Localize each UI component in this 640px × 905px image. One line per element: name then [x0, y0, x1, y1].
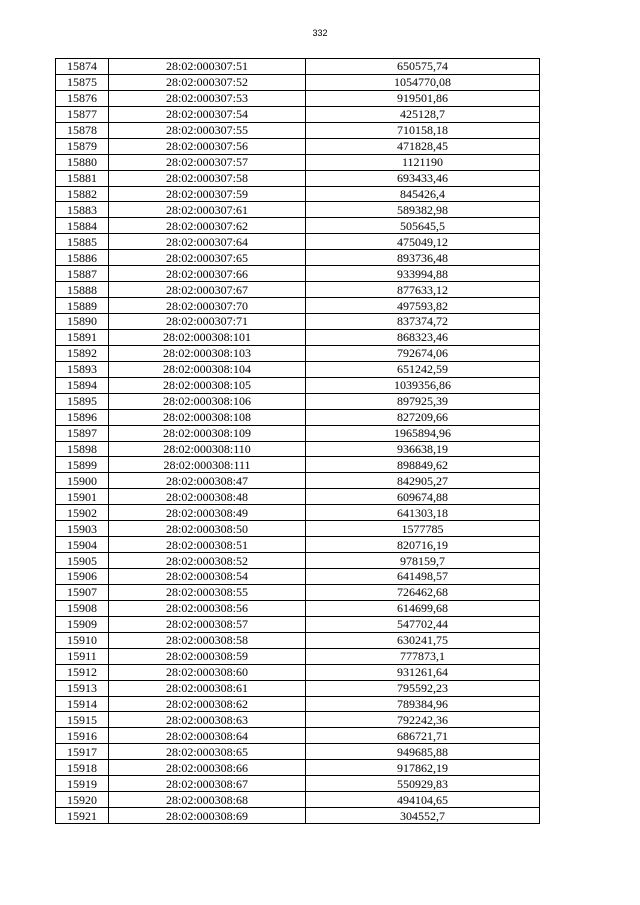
row-number-cell: 15881 — [56, 170, 109, 186]
cadastral-value-cell: 547702,44 — [306, 616, 540, 632]
row-number-cell: 15914 — [56, 696, 109, 712]
cadastral-value-cell: 933994,88 — [306, 266, 540, 282]
row-number-cell: 15882 — [56, 186, 109, 202]
cadastral-value-cell: 505645,5 — [306, 218, 540, 234]
row-number-cell: 15911 — [56, 648, 109, 664]
cadastral-value-cell: 845426,4 — [306, 186, 540, 202]
table-row — [56, 377, 540, 393]
cadastral-number-cell: 28:02:000308:68 — [109, 792, 306, 808]
row-number-cell: 15919 — [56, 776, 109, 792]
table-row — [56, 74, 540, 90]
cadastral-number-cell: 28:02:000307:59 — [109, 186, 306, 202]
cadastral-number-cell: 28:02:000307:56 — [109, 138, 306, 154]
row-number-cell: 15876 — [56, 90, 109, 106]
row-number-cell: 15874 — [56, 59, 109, 75]
cadastral-value-cell: 792242,36 — [306, 712, 540, 728]
row-number-cell: 15908 — [56, 600, 109, 616]
row-number-cell: 15892 — [56, 345, 109, 361]
cadastral-value-cell: 726462,68 — [306, 584, 540, 600]
cadastral-number-cell: 28:02:000308:66 — [109, 760, 306, 776]
cadastral-value-cell: 1039356,86 — [306, 377, 540, 393]
cadastral-value-cell: 650575,74 — [306, 59, 540, 75]
cadastral-number-cell: 28:02:000308:69 — [109, 808, 306, 824]
table-row — [56, 90, 540, 106]
cadastral-value-cell: 693433,46 — [306, 170, 540, 186]
cadastral-number-cell: 28:02:000308:57 — [109, 616, 306, 632]
cadastral-number-cell: 28:02:000308:58 — [109, 632, 306, 648]
table-row — [56, 393, 540, 409]
row-number-cell: 15907 — [56, 584, 109, 600]
cadastral-value-cell: 550929,83 — [306, 776, 540, 792]
cadastral-value-cell: 1054770,08 — [306, 74, 540, 90]
table-row — [56, 505, 540, 521]
cadastral-number-cell: 28:02:000308:104 — [109, 361, 306, 377]
cadastral-value-cell: 868323,46 — [306, 329, 540, 345]
cadastral-number-cell: 28:02:000307:52 — [109, 74, 306, 90]
row-number-cell: 15889 — [56, 298, 109, 314]
table-row — [56, 409, 540, 425]
row-number-cell: 15895 — [56, 393, 109, 409]
row-number-cell: 15897 — [56, 425, 109, 441]
cadastral-number-cell: 28:02:000307:58 — [109, 170, 306, 186]
cadastral-number-cell: 28:02:000308:64 — [109, 728, 306, 744]
cadastral-value-cell: 842905,27 — [306, 473, 540, 489]
cadastral-value-cell: 589382,98 — [306, 202, 540, 218]
cadastral-value-cell: 789384,96 — [306, 696, 540, 712]
cadastral-number-cell: 28:02:000307:51 — [109, 59, 306, 75]
table-row — [56, 218, 540, 234]
cadastral-number-cell: 28:02:000308:61 — [109, 680, 306, 696]
cadastral-number-cell: 28:02:000308:101 — [109, 329, 306, 345]
cadastral-value-cell: 1577785 — [306, 521, 540, 537]
cadastral-value-cell: 893736,48 — [306, 250, 540, 266]
cadastral-number-cell: 28:02:000307:67 — [109, 282, 306, 298]
table-row — [56, 712, 540, 728]
cadastral-value-cell: 641498,57 — [306, 569, 540, 585]
table-row — [56, 776, 540, 792]
table-row — [56, 106, 540, 122]
cadastral-value-cell: 795592,23 — [306, 680, 540, 696]
table-row — [56, 298, 540, 314]
table-row — [56, 521, 540, 537]
cadastral-number-cell: 28:02:000307:64 — [109, 234, 306, 250]
cadastral-value-cell: 471828,45 — [306, 138, 540, 154]
row-number-cell: 15888 — [56, 282, 109, 298]
cadastral-value-cell: 949685,88 — [306, 744, 540, 760]
row-number-cell: 15912 — [56, 664, 109, 680]
cadastral-value-cell: 978159,7 — [306, 553, 540, 569]
row-number-cell: 15903 — [56, 521, 109, 537]
table-row — [56, 425, 540, 441]
cadastral-number-cell: 28:02:000308:47 — [109, 473, 306, 489]
table-row — [56, 680, 540, 696]
cadastral-value-cell: 898849,62 — [306, 457, 540, 473]
row-number-cell: 15875 — [56, 74, 109, 90]
cadastral-value-cell: 936638,19 — [306, 441, 540, 457]
table-row — [56, 138, 540, 154]
cadastral-value-cell: 641303,18 — [306, 505, 540, 521]
table-row — [56, 808, 540, 824]
table-row — [56, 441, 540, 457]
cadastral-number-cell: 28:02:000307:53 — [109, 90, 306, 106]
cadastral-number-cell: 28:02:000307:55 — [109, 122, 306, 138]
table-row — [56, 664, 540, 680]
cadastral-value-cell: 630241,75 — [306, 632, 540, 648]
table-row — [56, 616, 540, 632]
cadastral-value-cell: 820716,19 — [306, 537, 540, 553]
table-row — [56, 170, 540, 186]
table-row — [56, 186, 540, 202]
table-row — [56, 282, 540, 298]
table-row — [56, 473, 540, 489]
row-number-cell: 15900 — [56, 473, 109, 489]
table-row — [56, 696, 540, 712]
table-row — [56, 345, 540, 361]
cadastral-number-cell: 28:02:000307:62 — [109, 218, 306, 234]
cadastral-number-cell: 28:02:000308:56 — [109, 600, 306, 616]
table-row — [56, 632, 540, 648]
cadastral-number-cell: 28:02:000308:48 — [109, 489, 306, 505]
cadastral-number-cell: 28:02:000308:65 — [109, 744, 306, 760]
table-row — [56, 489, 540, 505]
cadastral-number-cell: 28:02:000307:61 — [109, 202, 306, 218]
cadastral-value-cell: 425128,7 — [306, 106, 540, 122]
cadastral-value-cell: 1121190 — [306, 154, 540, 170]
cadastral-value-cell: 917862,19 — [306, 760, 540, 776]
cadastral-number-cell: 28:02:000307:70 — [109, 298, 306, 314]
row-number-cell: 15913 — [56, 680, 109, 696]
cadastral-number-cell: 28:02:000308:63 — [109, 712, 306, 728]
cadastral-number-cell: 28:02:000308:54 — [109, 569, 306, 585]
cadastral-number-cell: 28:02:000308:103 — [109, 345, 306, 361]
row-number-cell: 15918 — [56, 760, 109, 776]
cadastral-number-cell: 28:02:000308:110 — [109, 441, 306, 457]
row-number-cell: 15899 — [56, 457, 109, 473]
cadastral-value-cell: 777873,1 — [306, 648, 540, 664]
table-row — [56, 600, 540, 616]
row-number-cell: 15877 — [56, 106, 109, 122]
cadastral-number-cell: 28:02:000307:66 — [109, 266, 306, 282]
cadastral-number-cell: 28:02:000308:49 — [109, 505, 306, 521]
row-number-cell: 15920 — [56, 792, 109, 808]
cadastral-value-cell: 919501,86 — [306, 90, 540, 106]
cadastral-value-cell: 837374,72 — [306, 314, 540, 330]
row-number-cell: 15902 — [56, 505, 109, 521]
cadastral-value-cell: 710158,18 — [306, 122, 540, 138]
cadastral-value-cell: 609674,88 — [306, 489, 540, 505]
row-number-cell: 15915 — [56, 712, 109, 728]
row-number-cell: 15886 — [56, 250, 109, 266]
cadastral-number-cell: 28:02:000308:50 — [109, 521, 306, 537]
table-row — [56, 202, 540, 218]
cadastral-number-cell: 28:02:000308:105 — [109, 377, 306, 393]
row-number-cell: 15898 — [56, 441, 109, 457]
cadastral-value-cell: 475049,12 — [306, 234, 540, 250]
row-number-cell: 15910 — [56, 632, 109, 648]
row-number-cell: 15916 — [56, 728, 109, 744]
table-row — [56, 234, 540, 250]
table-row — [56, 648, 540, 664]
cadastral-number-cell: 28:02:000308:106 — [109, 393, 306, 409]
cadastral-number-cell: 28:02:000308:67 — [109, 776, 306, 792]
row-number-cell: 15885 — [56, 234, 109, 250]
cadastral-number-cell: 28:02:000308:59 — [109, 648, 306, 664]
table-row — [56, 314, 540, 330]
table-row — [56, 457, 540, 473]
table-row — [56, 59, 540, 75]
row-number-cell: 15904 — [56, 537, 109, 553]
row-number-cell: 15894 — [56, 377, 109, 393]
cadastral-value-table — [55, 58, 540, 824]
row-number-cell: 15901 — [56, 489, 109, 505]
cadastral-number-cell: 28:02:000308:108 — [109, 409, 306, 425]
cadastral-number-cell: 28:02:000307:57 — [109, 154, 306, 170]
cadastral-value-cell: 897925,39 — [306, 393, 540, 409]
table-row — [56, 154, 540, 170]
cadastral-number-cell: 28:02:000308:109 — [109, 425, 306, 441]
cadastral-number-cell: 28:02:000307:54 — [109, 106, 306, 122]
row-number-cell: 15890 — [56, 314, 109, 330]
table-row — [56, 760, 540, 776]
table-row — [56, 584, 540, 600]
row-number-cell: 15906 — [56, 569, 109, 585]
cadastral-value-cell: 792674,06 — [306, 345, 540, 361]
row-number-cell: 15917 — [56, 744, 109, 760]
cadastral-value-cell: 494104,65 — [306, 792, 540, 808]
cadastral-value-cell: 931261,64 — [306, 664, 540, 680]
cadastral-number-cell: 28:02:000307:65 — [109, 250, 306, 266]
cadastral-number-cell: 28:02:000308:60 — [109, 664, 306, 680]
row-number-cell: 15879 — [56, 138, 109, 154]
cadastral-value-cell: 827209,66 — [306, 409, 540, 425]
table-row — [56, 266, 540, 282]
row-number-cell: 15921 — [56, 808, 109, 824]
table-row — [56, 553, 540, 569]
row-number-cell: 15878 — [56, 122, 109, 138]
cadastral-value-cell: 686721,71 — [306, 728, 540, 744]
cadastral-value-cell: 614699,68 — [306, 600, 540, 616]
table-row — [56, 122, 540, 138]
cadastral-value-cell: 304552,7 — [306, 808, 540, 824]
table-body — [56, 59, 540, 824]
cadastral-value-cell: 1965894,96 — [306, 425, 540, 441]
page-number: 332 — [312, 28, 328, 38]
cadastral-value-cell: 877633,12 — [306, 282, 540, 298]
row-number-cell: 15896 — [56, 409, 109, 425]
cadastral-value-cell: 497593,82 — [306, 298, 540, 314]
table-row — [56, 792, 540, 808]
cadastral-number-cell: 28:02:000308:55 — [109, 584, 306, 600]
table-row — [56, 537, 540, 553]
cadastral-number-cell: 28:02:000308:62 — [109, 696, 306, 712]
cadastral-value-cell: 651242,59 — [306, 361, 540, 377]
table-row — [56, 250, 540, 266]
row-number-cell: 15883 — [56, 202, 109, 218]
row-number-cell: 15891 — [56, 329, 109, 345]
cadastral-number-cell: 28:02:000308:111 — [109, 457, 306, 473]
table-row — [56, 329, 540, 345]
row-number-cell: 15880 — [56, 154, 109, 170]
table-row — [56, 728, 540, 744]
row-number-cell: 15905 — [56, 553, 109, 569]
cadastral-number-cell: 28:02:000307:71 — [109, 314, 306, 330]
row-number-cell: 15884 — [56, 218, 109, 234]
table-row — [56, 569, 540, 585]
cadastral-number-cell: 28:02:000308:52 — [109, 553, 306, 569]
row-number-cell: 15909 — [56, 616, 109, 632]
cadastral-number-cell: 28:02:000308:51 — [109, 537, 306, 553]
row-number-cell: 15893 — [56, 361, 109, 377]
table-row — [56, 744, 540, 760]
table-row — [56, 361, 540, 377]
row-number-cell: 15887 — [56, 266, 109, 282]
